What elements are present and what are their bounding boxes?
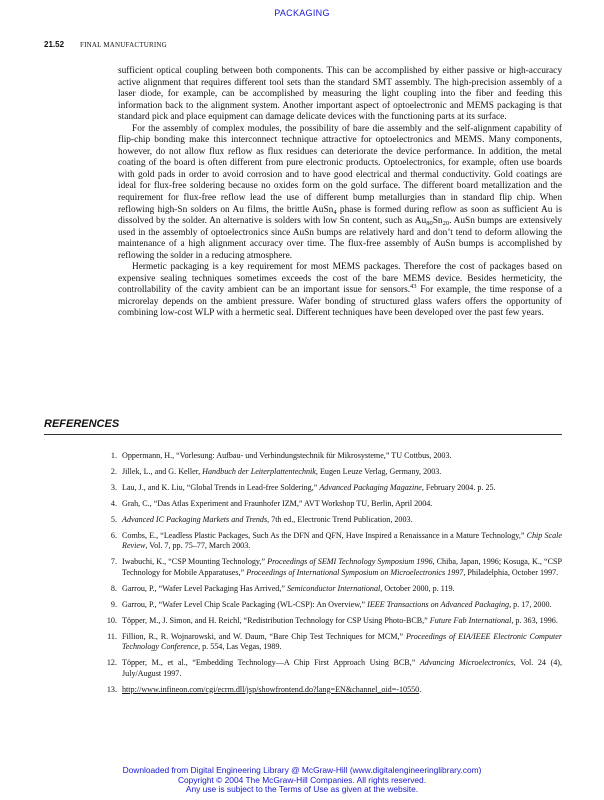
paragraph-3: [118, 262, 562, 320]
reference-text: Garrou, P., “Wafer Level Chip Scale Packaging (WL-CSP): An Overview,”: [122, 599, 368, 609]
reference-text: Oppermann, H., “Vorlesung: Aufbau- und Verbindungstechnik für Mikrosysteme,” TU Cottbus, 2003.: [122, 451, 452, 460]
reference-text: Lau, J., and K. Liu, “Global Trends in Lead-free Soldering,”: [122, 482, 320, 492]
reference-title: Semiconductor International: [286, 583, 381, 593]
running-head: [44, 40, 167, 49]
reference-title: Advanced IC Packaging Markets and Trends: [122, 514, 268, 524]
reference-number: 11.: [107, 631, 117, 641]
reference-item: [100, 451, 562, 462]
reference-text: , p. 363, 1996.: [511, 615, 558, 625]
footer-download-line: Downloaded from Digital Engineering Library @ McGraw-Hill (www.digitalengineeringlibrary.com): [122, 765, 482, 775]
reference-title: Handbuch der Leiterplattentechnik: [202, 466, 316, 476]
page-number: 21.52: [44, 40, 65, 49]
reference-title: Advancing Microelectronics: [419, 658, 514, 668]
p3-text-a: Hermetic packaging is a key requirement for most MEMS packages. Therefore the cost of packages based on expensive sealing techniques sometimes exceeds the cost of the bare MEMS device. Besides hermeticity, the controllability of the cavity ambient can be an important issue for sensors.: [118, 262, 562, 296]
p2-text-b: phase is formed during reflow as soon as sufficient Au is dissolved by the solder. An alternative is solders with low Sn content, such as Au: [118, 204, 562, 227]
reference-item: [100, 584, 562, 595]
reference-text: Jillek, L., and G. Keller,: [122, 466, 203, 476]
reference-text: , Philadelphia, October 1997.: [463, 567, 559, 577]
reference-number: 9.: [110, 599, 117, 609]
reference-item: [100, 600, 562, 611]
reference-item: [100, 499, 562, 510]
reference-text: Töpper, M., et al., “Embedding Technology—A Chip First Approach Using BCB,”: [122, 658, 420, 668]
p2-text-a: For the assembly of complex modules, the possibility of bare die assembly and the self-alignment capability of flip-chip bonding make this interconnect technique attractive for optoelectronics and MEMS. Many components, however, do not allow flux reflow as flux residues can deteriorate the device performance. In addition, the metal coating of the board is often different from pure electronic products. Optoelectronics, for example, often use boards with gold pads in order to avoid corrosion and to have good electrical and thermal conductivity. Gold coatings are ideal for flux-free soldering because no oxides form on the gold surface. The different board metallization and the requirement for flux-free reflow lead the use of different bump metallurgies than in standard flip chip. When reflowing high-Sn solders on Au films, the brittle AuSn: [118, 123, 562, 215]
references-divider: [44, 434, 562, 435]
reference-text: Garrou, P., “Wafer Level Packaging Has Arrived,”: [122, 583, 287, 593]
reference-text: Fillion, R., R. Wojnarowski, and W. Daum, “Bare Chip Test Techniques for MCM,”: [122, 631, 406, 641]
reference-text: , February 2004. p. 25.: [421, 482, 496, 492]
p2-subscript-3: 20: [442, 220, 450, 228]
footer-copyright-line: Copyright © 2004 The McGraw-Hill Companies. All rights reserved.: [177, 774, 427, 785]
reference-number: 2.: [110, 466, 117, 476]
reference-link[interactable]: http://www.infineon.com/cgi/ecrm.dll/jsp/showfrontend.do?lang=EN&channel_oid=-10550: [122, 684, 420, 694]
p2-text-c: Sn: [432, 216, 443, 227]
section-title: FINAL MANUFACTURING: [80, 41, 167, 49]
download-footer: [0, 766, 604, 795]
references-list: [100, 451, 562, 701]
reference-text: , Vol. 7, pp. 75–77, March 2003.: [145, 541, 251, 551]
top-banner: PACKAGING: [274, 8, 330, 18]
reference-number: 13.: [106, 684, 117, 694]
reference-title: Proceedings of International Symposium on Microelectronics 1997: [246, 567, 464, 577]
reference-item: [100, 616, 562, 627]
reference-title: Advanced Packaging Magazine: [319, 482, 422, 492]
reference-item: [100, 632, 562, 653]
reference-number: 6.: [110, 530, 117, 540]
reference-number: 1.: [110, 451, 117, 460]
p2-text-d: . AuSn bumps are extensively used in the assembly of optoelectronics since AuSn bumps are relatively hard and don’t tend to deform allowing the maintenance of a high alignment accuracy over time. The flux-free assembly of AuSn bumps is accomplished by reflowing the solder in a reducing atmosphere.: [118, 216, 562, 261]
reference-item: [100, 658, 562, 679]
reference-text: Töpper, M., J. Simon, and H. Reichl, “Redistribution Technology for CSP Using Photo-BCB,”: [122, 615, 430, 625]
paragraph-1: sufficient optical coupling between both components. This can be accomplished by either passive or high-accuracy active alignment that requires different tool sets than the standard SMT assembly. The high-precision assembly of a laser diode, for example, can be accomplished by measuring the light coupling into the fiber and feeding this information back to the alignment system. Another important aspect of optoelectronic and MEMS packaging is that standard pick and place equipment can damage delicate devices with the functioning parts at its surface.: [118, 66, 562, 123]
reference-item: [100, 483, 562, 494]
reference-number: 3.: [110, 482, 117, 492]
reference-text: Grah, C., “Das Atlas Experiment and Fraunhofer IZM,” AVT Workshop TU, Berlin, April 2004.: [122, 498, 433, 508]
reference-title: IEEE Transactions on Advanced Packaging: [367, 599, 510, 609]
reference-number: 4.: [110, 498, 117, 508]
reference-text: Iwabuchi, K., “CSP Mounting Technology,”: [122, 557, 268, 567]
citation-superscript: 43: [410, 283, 417, 291]
reference-title: Future Fab International: [429, 615, 512, 625]
reference-number: 5.: [110, 514, 117, 524]
reference-text: , Eugen Leuze Verlag, Germany, 2003.: [315, 466, 442, 476]
references-heading: REFERENCES: [44, 418, 120, 430]
reference-title: Chip Scale Review: [122, 530, 562, 551]
reference-text: , p. 554, Las Vegas, 1989.: [198, 642, 282, 652]
reference-item: [100, 557, 562, 578]
reference-number: 7.: [110, 557, 117, 567]
body-text: [118, 66, 562, 320]
reference-item: [100, 467, 562, 478]
reference-text: , Chiba, Japan, 1996; Kosuga, K., “CSP Technology for Mobile Apparatuses,”: [122, 557, 562, 577]
reference-text: , Vol. 24 (4), July/August 1997.: [122, 658, 562, 678]
reference-number: 8.: [110, 583, 117, 593]
reference-item: [100, 531, 562, 552]
footer-terms-line: Any use is subject to the Terms of Use as given at the website.: [185, 784, 419, 795]
paragraph-2: [118, 124, 562, 263]
reference-number: 12.: [106, 658, 117, 668]
p2-subscript-2: 80: [426, 220, 433, 228]
reference-number: 10.: [106, 615, 117, 625]
reference-title: Proceedings of EIA/IEEE Electronic Computer Technology Conference: [122, 631, 562, 652]
p3-text-b: For example, the time response of a microrelay depends on the ambient pressure. Wafer bonding of structured glass wafers offers the opportunity of combining low-cost WLP with a hermetic seal. Different techniques have been developed over the past few years.: [118, 285, 563, 319]
reference-text: , October 2000, p. 119.: [380, 583, 455, 593]
p2-subscript-1: 4: [333, 208, 337, 216]
reference-item: [100, 685, 562, 696]
reference-item: [100, 515, 562, 526]
reference-text: , 7th ed., Electronic Trend Publication, 2003.: [267, 514, 413, 524]
reference-text: .: [419, 684, 422, 694]
reference-text: Combs, E., “Leadless Plastic Packages, Such As the DFN and QFN, Have Inspired a Renaissance in a Mature Technology,”: [122, 530, 527, 540]
reference-text: , p. 17, 2000.: [509, 599, 552, 609]
reference-title: Proceedings of SEMI Technology Symposium 1996: [267, 557, 433, 567]
